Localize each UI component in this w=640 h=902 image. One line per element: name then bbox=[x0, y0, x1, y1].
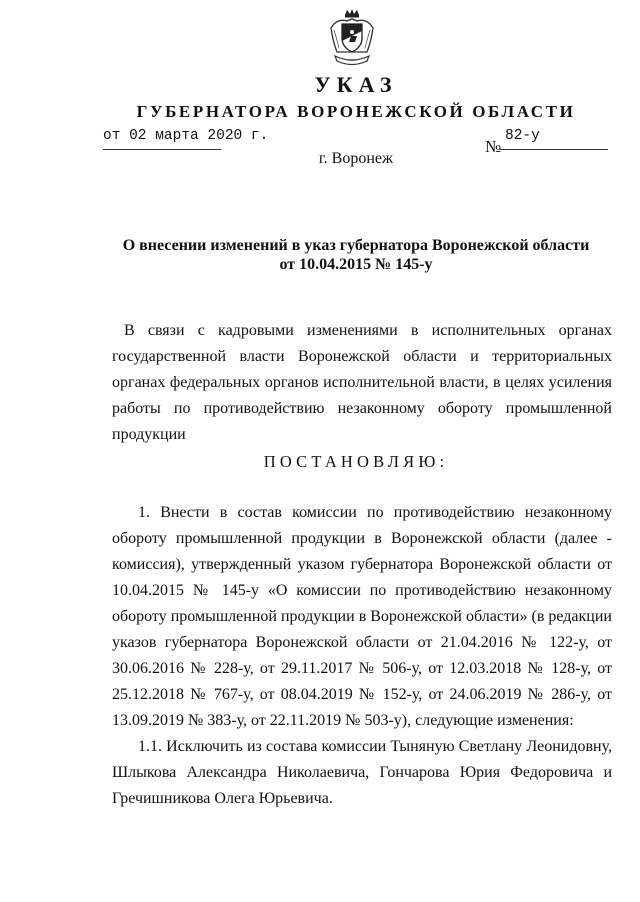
decree-subject bbox=[90, 236, 622, 274]
coat-of-arms-icon bbox=[327, 8, 377, 70]
decree-number: 82-у bbox=[505, 128, 540, 144]
document-type-title: УКАЗ bbox=[314, 72, 398, 97]
number-sign: № bbox=[485, 137, 502, 156]
preamble-paragraph: В связи с кадровыми изменениями в исполнительных органах государственной власти Воронежской области и территориальных органах федеральных органов исполнительной власти, в целях усиления работы по противодействию незаконному обороту промышленной продукции bbox=[112, 322, 612, 443]
item-1-paragraph: 1. Внести в состав комиссии по противодействию незаконному обороту промышленной продукции в Воронежской области (далее - комиссия), утвержденный указом губернатора Воронежской области от 10.04.2015 № 145-у «О комиссии по противодействию незаконному обороту промышленной продукции в Воронежской области» (в редакции указов губернатора Воронежской области от 21.04.2016 № 122-у, от 30.06.2016 № 228-у, от 29.11.2017 № 506-у, от 12.03.2018 № 128-у, от 25.12.2018 № 767-у, от 08.04.2019 № 152-у, от 24.06.2019 № 286-у, от 13.09.2019 № 383-у, от 22.11.2019 № 503-у), следующие изменения: bbox=[112, 504, 612, 729]
item-1-1-paragraph: 1.1. Исключить из состава комиссии Тыняную Светлану Леонидовну, Шлыкова Александра Николаевича, Гончарова Юрия Федоровича и Гречишникова Олега Юрьевича. bbox=[112, 738, 612, 807]
decree-date: от 02 марта 2020 г. bbox=[103, 128, 269, 144]
issuer-title: ГУБЕРНАТОРА ВОРОНЕЖСКОЙ ОБЛАСТИ bbox=[136, 102, 576, 121]
subject-line-1: О внесении изменений в указ губернатора Воронежской области bbox=[122, 237, 590, 254]
decree-heading: ПОСТАНОВЛЯЮ: bbox=[263, 452, 449, 471]
subject-line-2: от 10.04.2015 № 145-у bbox=[279, 256, 433, 273]
issue-city: г. Воронеж bbox=[318, 150, 394, 167]
